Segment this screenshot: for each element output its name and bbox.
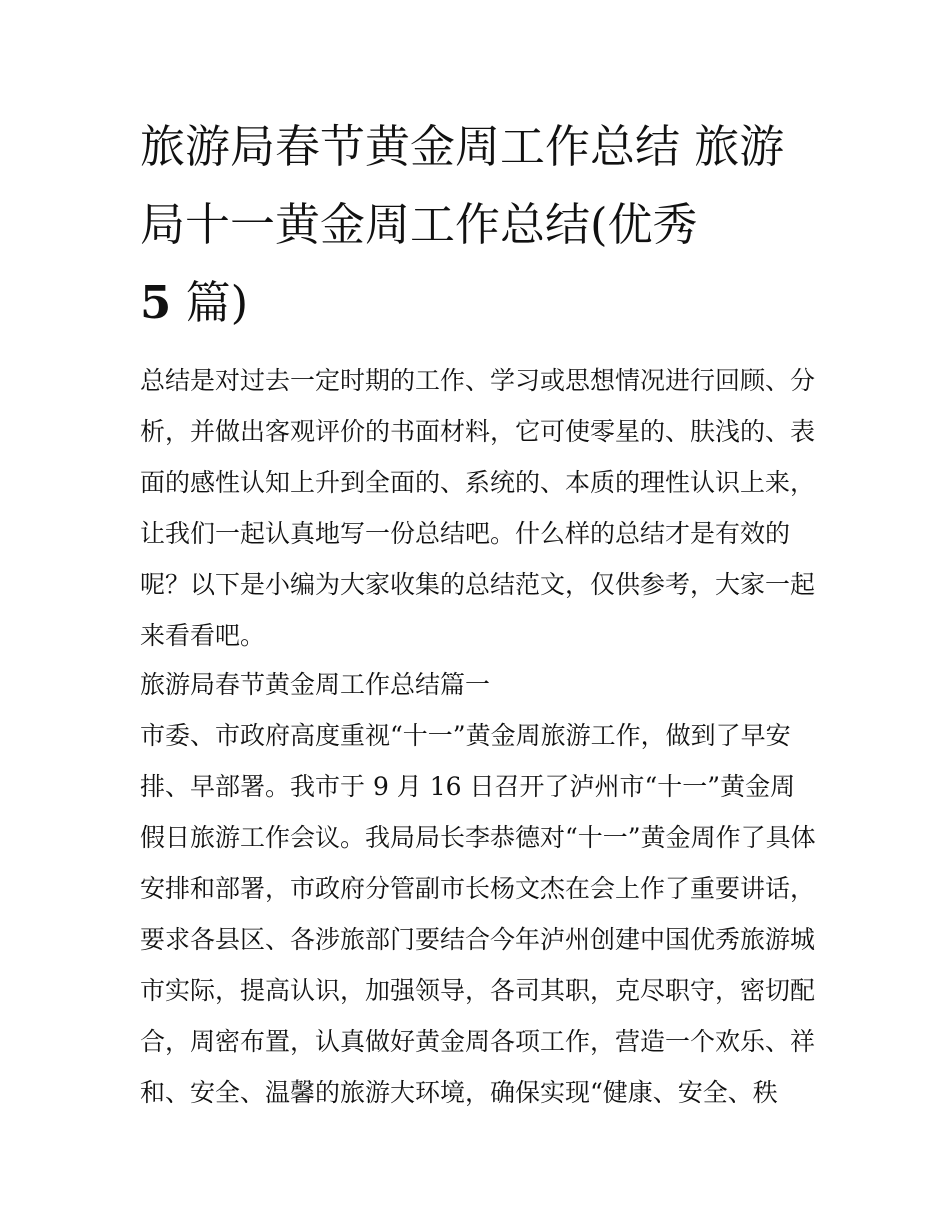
section-paragraph: 市委、市政府高度重视“十一”黄金周旅游工作，做到了早安排、早部署。我市于 9 月 16 日召开了泸州市“十一”黄金周假日旅游工作会议。我局局长李恭德对“十一”黄金周作了具体安排和部署，市政府分管副市长杨文杰在会上作了重要讲话，要求各县区、各涉旅部门要结合今年泸州创建中国优秀旅游城市实际，提高认识，加强领导，各司其职，克尽职守，密切配合，周密布置，认真做好黄金周各项工作，营造一个欢乐、祥和、安全、温馨的旅游大环境，确保实现“健康、安全、秩 (140, 721, 816, 1107)
section-heading: 旅游局春节黄金周工作总结篇一 (140, 670, 491, 699)
document-title-suffix: 篇) (171, 276, 249, 329)
document-title (140, 108, 820, 342)
document-title-number: 5 (140, 276, 172, 329)
document-title-main: 旅游局春节黄金周工作总结 旅游局十一黄金周工作总结(优秀 (140, 120, 785, 251)
intro-paragraph: 总结是对过去一定时期的工作、学习或思想情况进行回顾、分析，并做出客观评价的书面材料，它可使零星的、肤浅的、表面的感性认知上升到全面的、系统的、本质的理性认识上来，让我们一起认真地写一份总结吧。什么样的总结才是有效的呢？以下是小编为大家收集的总结范文，仅供参考，大家一起来看看吧。 (140, 366, 816, 650)
